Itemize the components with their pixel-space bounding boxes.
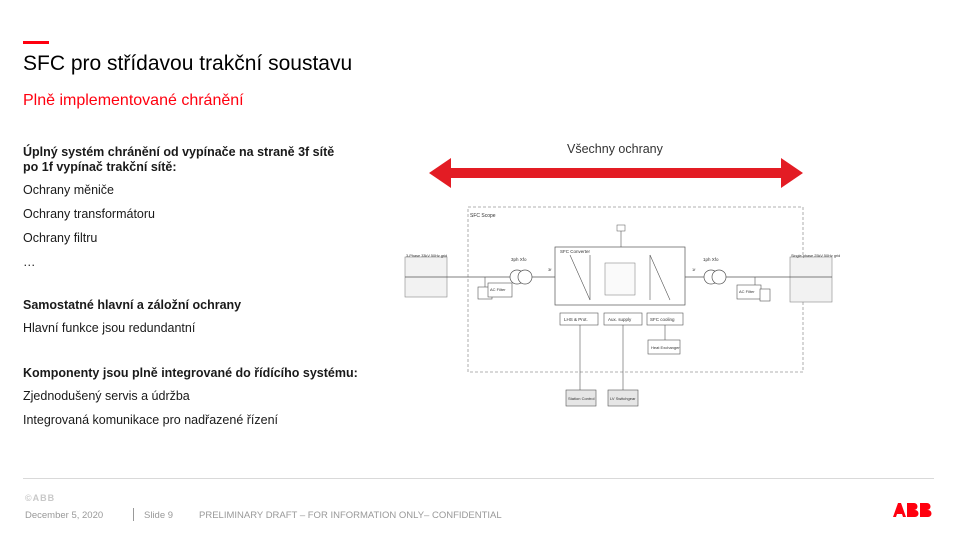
footer-slide-number: Slide 9	[144, 510, 174, 521]
station-control-label: Station Control	[568, 396, 595, 401]
bullet-item: Samostatné hlavní a záložní ochrany	[23, 298, 242, 312]
bullet-item: Ochrany měniče	[23, 183, 115, 197]
right-transformer-label: 1ph Xfo	[703, 257, 719, 262]
scope-label: SFC Scope	[470, 213, 496, 219]
converter-label: SFC Converter	[560, 249, 591, 254]
left-transformer-label: 3ph Xfo	[511, 257, 527, 262]
bullet-item: po 1f vypínač trakční sítě:	[23, 160, 177, 174]
footer-divider	[23, 478, 934, 479]
bullet-item: Integrovaná komunikace pro nadřazené řízení	[23, 413, 279, 427]
lv-switchgear-label: LV Switchgear	[610, 396, 636, 401]
abb-logo	[892, 502, 934, 518]
right-filter-label: AC Filter	[739, 289, 755, 294]
right-grid-label: Single-phase 25kV 50Hz grid	[791, 254, 840, 258]
bullet-item: Úplný systém chránění od vypínače na straně 3f sítě	[23, 145, 335, 159]
double-arrow-icon	[429, 156, 803, 190]
page-subtitle: Plně implementované chránění	[23, 92, 244, 109]
page-title: SFC pro střídavou trakční soustavu	[23, 52, 353, 75]
bullet-item: Ochrany filtru	[23, 231, 98, 245]
bullet-item: Ochrany transformátoru	[23, 207, 155, 221]
bullet-item: Hlavní funkce jsou redundantní	[23, 321, 196, 335]
left-side-label: 3f	[548, 267, 552, 272]
bullet-item: Komponenty jsou plně integrované do řídícího systému:	[23, 366, 358, 380]
footer-small-logo: ©ABB	[25, 493, 56, 503]
aux-box-label: Aux. supply	[608, 317, 632, 322]
aux-box-label: LHS & Prot.	[564, 317, 588, 322]
sfc-diagram	[400, 205, 840, 410]
accent-bar	[23, 41, 49, 44]
bullet-item: Zjednodušený servis a údržba	[23, 389, 190, 403]
aux-box-label: SFC cooling	[650, 317, 675, 322]
arrow-label: Všechny ochrany	[567, 142, 663, 156]
left-filter-label: AC Filter	[490, 287, 506, 292]
footer-date: December 5, 2020	[25, 510, 104, 521]
bullet-item: …	[23, 255, 36, 269]
left-grid-label: 3-Phase 33kV 50Hz grid	[406, 254, 448, 258]
footer-separator	[133, 508, 134, 521]
footer-confidential: PRELIMINARY DRAFT – FOR INFORMATION ONLY– CONFIDENTIAL	[199, 510, 502, 521]
heat-exchanger-label: Heat Exchanger	[651, 345, 680, 350]
right-side-label: 1f	[692, 267, 696, 272]
